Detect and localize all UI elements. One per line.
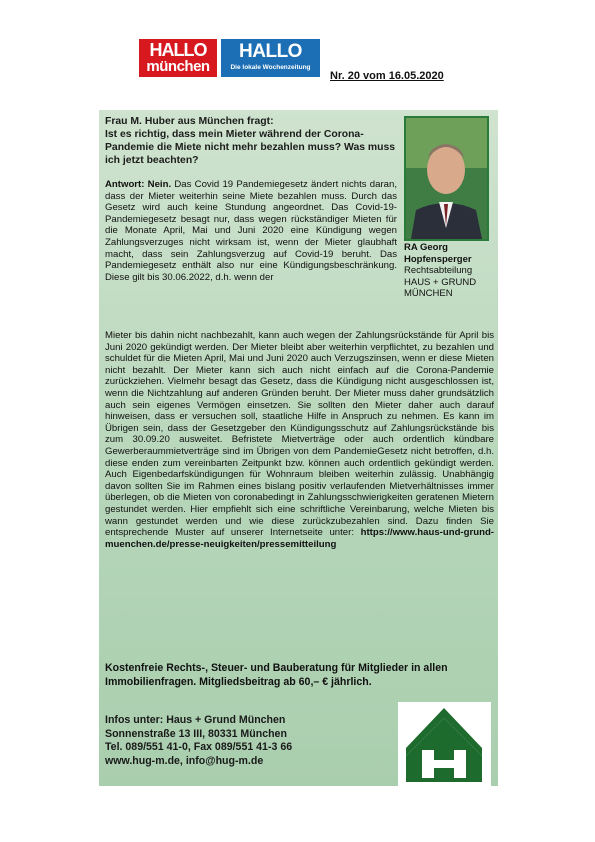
- hallo-wochenzeitung-logo: [221, 39, 320, 77]
- answer-link[interactable]: https://www.haus-und-grund-muenchen.de/presse-neuigkeiten/pressemitteilung: [105, 527, 494, 550]
- author-caption: [404, 242, 494, 300]
- article-panel: [99, 110, 498, 786]
- answer-part1: Das Covid 19 Pandemiegesetz ändert nichts daran, dass der Mieter weiterhin seine Miete bezahlen muss. Durch das Gesetz wird auch keine Stundung angeordnet. Das Covid-19-Pandemiegesetz besagt nur, dass wegen rückständiger Mieten für die Monate April, Mai und Juni 2020 eine Kündigung wegen Zahlungsverzuges nicht wirksam ist, wenn der Mieter glaubhaft macht, dass sein Zahlungsverzug auf Covid-19 beruht. Das Pandemiegesetz enthält also nur eine Kündigungsbeschränkung. Diese gilt bis 30.06.2022, d.h. wenn der: [105, 179, 397, 283]
- answer-part2: Mieter bis dahin nicht nachbezahlt, kann auch wegen der Zahlungsrückstände für April bis Juni 2020 gekündigt werden. Der Mieter bleibt aber weiterhin verpflichtet, zu bezahlen und schuldet für die Mieten April, Mai und Juni 2020 auch Verzugszinsen, wenn er diese Mieten nicht bezahlt. Der Mieter kann sich auch nicht einfach auf die Corona-Pandemie zurückziehen. Vielmehr besagt das Gesetz, dass die Kündigung nicht ausgeschlossen ist, wenn die Nichtzahlung auf anderen Gründen beruht. Der Mieter muss daher grundsätzlich auch sein eigenes Vermögen einsetzen. Sie sollten den Mieter daher auch darauf hinweisen, dass er versuchen soll, staatliche Hilfe in Anspruch zu nehmen. Es kann im Übrigen sein, dass der Gesetzgeber den Kündigungsschutz auf Zahlungsrückstände bis zum 30.09.20 ausweitet. Befristete Mietverträge oder auch ordentlich kündbare Gewerberaummietverträge sind im Übrigen von dem PandemieGesetz nicht betroffen, d.h. diese enden zum vereinbarten Zeitpunkt bzw. können auch ordentlich gekündigt werden. Auch Eigenbedarfskündigungen für Wohnraum bleiben weiterhin zulässig. Unabhängig davon sollten Sie im Rahmen eines bislang positiv verlaufenden Mietverhältnisses immer überlegen, ob die Mieten von coronabedingt in Zahlungsschwierigkeiten geratenen Mietern gestundet werden. Hier empfiehlt sich eine schriftliche Vereinbarung, welche Mieten bis wann gestundet werden und wie diese zurückzubezahlen sind. Dazu finden Sie entsprechende Muster auf unserer Internetseite unter:: [105, 330, 494, 539]
- answer-text-wide: [105, 330, 494, 550]
- logo-left-line2: münchen: [146, 58, 210, 75]
- house-logo-icon: [398, 702, 491, 787]
- haus-und-grund-logo: [398, 702, 491, 787]
- contact-block: [105, 714, 385, 769]
- author-name-line1: RA Georg: [404, 242, 448, 253]
- portrait-image: [406, 118, 487, 239]
- contact-address: Sonnenstraße 13 III, 80331 München: [105, 727, 287, 740]
- author-photo: [404, 116, 489, 241]
- logo-right-line1: HALLO: [239, 41, 302, 62]
- author-name-line2: Hopfensperger: [404, 253, 472, 265]
- contact-phone: Tel. 089/551 41-0, Fax 089/551 41-3 66: [105, 741, 293, 754]
- author-role-line1: Rechtsabteilung: [404, 265, 473, 277]
- issue-date: Nr. 20 vom 16.05.2020: [330, 70, 444, 82]
- answer-text-narrow: [105, 179, 397, 283]
- asker-line: Frau M. Huber aus München fragt:: [105, 116, 274, 127]
- contact-web[interactable]: www.hug-m.de, info@hug-m.de: [105, 755, 264, 768]
- question-text: Ist es richtig, dass mein Mieter während der Corona-Pandemie die Miete nicht mehr bezahlen muss? Was muss ich jetzt beachten?: [105, 129, 396, 166]
- logo-right-line2: Die lokale Wochenzeitung: [230, 64, 311, 71]
- hallo-muenchen-logo: [139, 39, 217, 77]
- contact-line1: Infos unter: Haus + Grund München: [105, 714, 286, 726]
- author-role-line3: MÜNCHEN: [404, 288, 453, 300]
- author-role-line2: HAUS + GRUND: [404, 276, 477, 288]
- membership-promo: Kostenfreie Rechts-, Steuer- und Bauberatung für Mitglieder in allen Immobilienfragen. Mitgliedsbeitrag ab 60,– € jährlich.: [105, 662, 448, 688]
- answer-lead: Antwort: Nein.: [105, 179, 172, 190]
- question-block: [105, 115, 405, 167]
- logo-left-line1: HALLO: [149, 40, 207, 60]
